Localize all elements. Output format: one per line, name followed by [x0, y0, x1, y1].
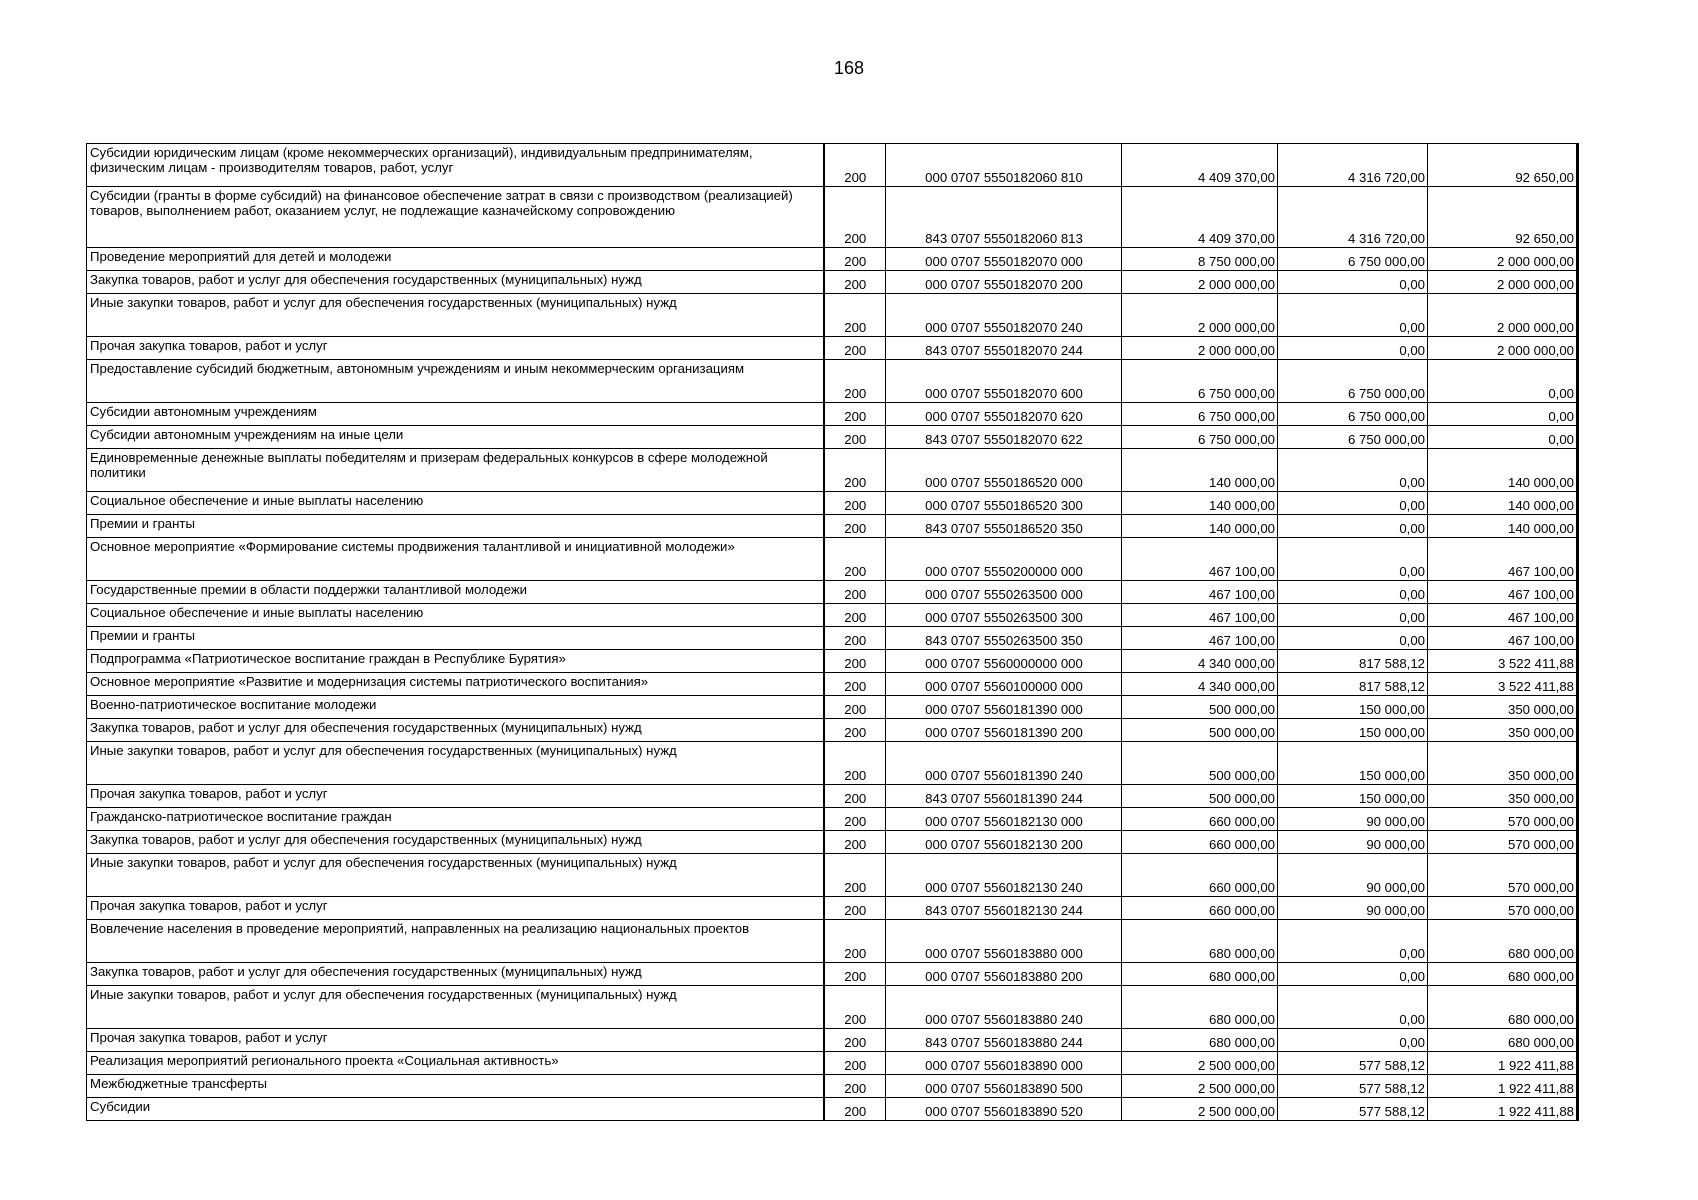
- row-kbk: 000 0707 5550182070 240: [886, 294, 1122, 337]
- row-executed: 0,00: [1278, 627, 1428, 650]
- row-name: Субсидии юридическим лицам (кроме некоммерческих организаций), индивидуальным предпринимателям, физическим лицам - производителям товаров, работ, услуг: [87, 144, 824, 187]
- row-executed: 0,00: [1278, 271, 1428, 294]
- table-row: [87, 426, 1578, 449]
- row-remaining: 467 100,00: [1428, 581, 1578, 604]
- row-kbk: 000 0707 5550182060 810: [886, 144, 1122, 187]
- row-name: Гражданско-патриотическое воспитание граждан: [87, 808, 824, 831]
- row-executed: 577 588,12: [1278, 1098, 1428, 1121]
- row-approved: 500 000,00: [1122, 785, 1278, 808]
- row-executed: 150 000,00: [1278, 719, 1428, 742]
- row-remaining: 92 650,00: [1428, 187, 1578, 248]
- row-code: 200: [824, 248, 886, 271]
- row-code: 200: [824, 742, 886, 785]
- row-name: Премии и гранты: [87, 627, 824, 650]
- row-code: 200: [824, 808, 886, 831]
- table-row: [87, 1098, 1578, 1121]
- row-name: Субсидии автономным учреждениям на иные цели: [87, 426, 824, 449]
- table-row: [87, 831, 1578, 854]
- row-executed: 6 750 000,00: [1278, 360, 1428, 403]
- row-code: 200: [824, 360, 886, 403]
- row-executed: 0,00: [1278, 294, 1428, 337]
- row-kbk: 000 0707 5550200000 000: [886, 538, 1122, 581]
- row-code: 200: [824, 854, 886, 897]
- row-remaining: 3 522 411,88: [1428, 650, 1578, 673]
- row-kbk: 000 0707 5560181390 200: [886, 719, 1122, 742]
- row-approved: 2 000 000,00: [1122, 337, 1278, 360]
- table-row: [87, 963, 1578, 986]
- row-kbk: 843 0707 5550263500 350: [886, 627, 1122, 650]
- row-executed: 4 316 720,00: [1278, 187, 1428, 248]
- row-remaining: 2 000 000,00: [1428, 294, 1578, 337]
- row-approved: 660 000,00: [1122, 831, 1278, 854]
- row-approved: 4 409 370,00: [1122, 187, 1278, 248]
- row-remaining: 350 000,00: [1428, 742, 1578, 785]
- row-executed: 0,00: [1278, 337, 1428, 360]
- row-approved: 2 000 000,00: [1122, 271, 1278, 294]
- row-approved: 680 000,00: [1122, 963, 1278, 986]
- row-name: Иные закупки товаров, работ и услуг для обеспечения государственных (муниципальных) нужд: [87, 986, 824, 1029]
- row-kbk: 000 0707 5560183880 240: [886, 986, 1122, 1029]
- row-name: Премии и гранты: [87, 515, 824, 538]
- row-remaining: 0,00: [1428, 403, 1578, 426]
- budget-table: [86, 143, 1579, 1121]
- row-approved: 680 000,00: [1122, 986, 1278, 1029]
- row-name: Прочая закупка товаров, работ и услуг: [87, 785, 824, 808]
- table-row: [87, 986, 1578, 1029]
- row-executed: 817 588,12: [1278, 650, 1428, 673]
- row-name: Закупка товаров, работ и услуг для обеспечения государственных (муниципальных) нужд: [87, 719, 824, 742]
- table-row: [87, 604, 1578, 627]
- row-approved: 680 000,00: [1122, 1029, 1278, 1052]
- row-kbk: 000 0707 5550182070 200: [886, 271, 1122, 294]
- row-name: Закупка товаров, работ и услуг для обеспечения государственных (муниципальных) нужд: [87, 963, 824, 986]
- row-code: 200: [824, 986, 886, 1029]
- row-code: 200: [824, 538, 886, 581]
- row-kbk: 000 0707 5550182070 600: [886, 360, 1122, 403]
- row-code: 200: [824, 719, 886, 742]
- row-name: Предоставление субсидий бюджетным, автономным учреждениям и иным некоммерческим организациям: [87, 360, 824, 403]
- table-row: [87, 581, 1578, 604]
- row-kbk: 000 0707 5560100000 000: [886, 673, 1122, 696]
- row-name: Прочая закупка товаров, работ и услуг: [87, 337, 824, 360]
- row-remaining: 570 000,00: [1428, 854, 1578, 897]
- table-row: [87, 187, 1578, 248]
- row-executed: 90 000,00: [1278, 831, 1428, 854]
- row-code: 200: [824, 1098, 886, 1121]
- row-remaining: 2 000 000,00: [1428, 248, 1578, 271]
- row-approved: 6 750 000,00: [1122, 403, 1278, 426]
- row-code: 200: [824, 337, 886, 360]
- row-remaining: 570 000,00: [1428, 897, 1578, 920]
- row-kbk: 843 0707 5560183880 244: [886, 1029, 1122, 1052]
- row-code: 200: [824, 581, 886, 604]
- row-remaining: 680 000,00: [1428, 1029, 1578, 1052]
- row-approved: 4 340 000,00: [1122, 673, 1278, 696]
- row-remaining: 350 000,00: [1428, 785, 1578, 808]
- row-executed: 0,00: [1278, 986, 1428, 1029]
- row-name: Военно-патриотическое воспитание молодежи: [87, 696, 824, 719]
- row-executed: 817 588,12: [1278, 673, 1428, 696]
- table-row: [87, 742, 1578, 785]
- row-executed: 6 750 000,00: [1278, 403, 1428, 426]
- row-remaining: 140 000,00: [1428, 492, 1578, 515]
- row-name: Субсидии автономным учреждениям: [87, 403, 824, 426]
- table-row: [87, 785, 1578, 808]
- row-remaining: 680 000,00: [1428, 963, 1578, 986]
- row-kbk: 000 0707 5560181390 000: [886, 696, 1122, 719]
- row-code: 200: [824, 426, 886, 449]
- row-approved: 467 100,00: [1122, 581, 1278, 604]
- row-approved: 500 000,00: [1122, 719, 1278, 742]
- row-approved: 2 500 000,00: [1122, 1075, 1278, 1098]
- row-approved: 660 000,00: [1122, 808, 1278, 831]
- row-approved: 6 750 000,00: [1122, 426, 1278, 449]
- row-code: 200: [824, 785, 886, 808]
- row-name: Подпрограмма «Патриотическое воспитание граждан в Республике Бурятия»: [87, 650, 824, 673]
- row-approved: 680 000,00: [1122, 920, 1278, 963]
- row-remaining: 350 000,00: [1428, 719, 1578, 742]
- table-row: [87, 696, 1578, 719]
- row-approved: 140 000,00: [1122, 515, 1278, 538]
- row-remaining: 570 000,00: [1428, 831, 1578, 854]
- row-name: Закупка товаров, работ и услуг для обеспечения государственных (муниципальных) нужд: [87, 831, 824, 854]
- row-remaining: 2 000 000,00: [1428, 271, 1578, 294]
- table-row: [87, 144, 1578, 187]
- row-code: 200: [824, 831, 886, 854]
- row-name: Иные закупки товаров, работ и услуг для обеспечения государственных (муниципальных) нужд: [87, 854, 824, 897]
- row-remaining: 1 922 411,88: [1428, 1075, 1578, 1098]
- row-code: 200: [824, 294, 886, 337]
- row-name: Прочая закупка товаров, работ и услуг: [87, 1029, 824, 1052]
- row-approved: 2 000 000,00: [1122, 294, 1278, 337]
- row-executed: 90 000,00: [1278, 897, 1428, 920]
- row-kbk: 000 0707 5550263500 000: [886, 581, 1122, 604]
- table-row: [87, 673, 1578, 696]
- row-code: 200: [824, 920, 886, 963]
- table-row: [87, 1029, 1578, 1052]
- row-code: 200: [824, 403, 886, 426]
- table-row: [87, 538, 1578, 581]
- row-kbk: 843 0707 5550182060 813: [886, 187, 1122, 248]
- page-number: 168: [833, 58, 865, 78]
- row-kbk: 000 0707 5560182130 240: [886, 854, 1122, 897]
- row-executed: 150 000,00: [1278, 696, 1428, 719]
- row-kbk: 000 0707 5560183880 000: [886, 920, 1122, 963]
- row-kbk: 000 0707 5560183890 520: [886, 1098, 1122, 1121]
- row-remaining: 570 000,00: [1428, 808, 1578, 831]
- row-remaining: 1 922 411,88: [1428, 1098, 1578, 1121]
- row-name: Социальное обеспечение и иные выплаты населению: [87, 492, 824, 515]
- row-remaining: 1 922 411,88: [1428, 1052, 1578, 1075]
- table-row: [87, 449, 1578, 492]
- row-executed: 90 000,00: [1278, 808, 1428, 831]
- row-name: Основное мероприятие «Формирование системы продвижения талантливой и инициативной молодежи»: [87, 538, 824, 581]
- row-code: 200: [824, 897, 886, 920]
- row-remaining: 467 100,00: [1428, 538, 1578, 581]
- row-kbk: 000 0707 5560182130 200: [886, 831, 1122, 854]
- row-kbk: 000 0707 5560181390 240: [886, 742, 1122, 785]
- row-kbk: 843 0707 5550186520 350: [886, 515, 1122, 538]
- row-approved: 4 340 000,00: [1122, 650, 1278, 673]
- table-row: [87, 650, 1578, 673]
- table-row: [87, 808, 1578, 831]
- table-row: [87, 271, 1578, 294]
- row-approved: 500 000,00: [1122, 742, 1278, 785]
- table-body: [87, 144, 1578, 1121]
- row-approved: 140 000,00: [1122, 449, 1278, 492]
- row-name: Иные закупки товаров, работ и услуг для обеспечения государственных (муниципальных) нужд: [87, 742, 824, 785]
- row-name: Межбюджетные трансферты: [87, 1075, 824, 1098]
- row-approved: 500 000,00: [1122, 696, 1278, 719]
- row-kbk: 000 0707 5560000000 000: [886, 650, 1122, 673]
- row-remaining: 680 000,00: [1428, 920, 1578, 963]
- row-code: 200: [824, 492, 886, 515]
- row-approved: 8 750 000,00: [1122, 248, 1278, 271]
- row-name: Реализация мероприятий регионального проекта «Социальная активность»: [87, 1052, 824, 1075]
- row-executed: 0,00: [1278, 1029, 1428, 1052]
- table-row: [87, 920, 1578, 963]
- row-executed: 577 588,12: [1278, 1075, 1428, 1098]
- row-code: 200: [824, 1029, 886, 1052]
- row-remaining: 92 650,00: [1428, 144, 1578, 187]
- row-kbk: 000 0707 5560183880 200: [886, 963, 1122, 986]
- table-row: [87, 719, 1578, 742]
- table-row: [87, 492, 1578, 515]
- row-executed: 4 316 720,00: [1278, 144, 1428, 187]
- row-remaining: 680 000,00: [1428, 986, 1578, 1029]
- row-name: Основное мероприятие «Развитие и модернизация системы патриотического воспитания»: [87, 673, 824, 696]
- row-remaining: 350 000,00: [1428, 696, 1578, 719]
- row-code: 200: [824, 449, 886, 492]
- row-kbk: 000 0707 5560183890 000: [886, 1052, 1122, 1075]
- row-remaining: 3 522 411,88: [1428, 673, 1578, 696]
- table-row: [87, 1052, 1578, 1075]
- row-name: Вовлечение населения в проведение мероприятий, направленных на реализацию национальных проектов: [87, 920, 824, 963]
- row-kbk: 843 0707 5550182070 244: [886, 337, 1122, 360]
- row-name: Субсидии: [87, 1098, 824, 1121]
- row-name: Единовременные денежные выплаты победителям и призерам федеральных конкурсов в сфере молодежной политики: [87, 449, 824, 492]
- row-code: 200: [824, 271, 886, 294]
- row-executed: 0,00: [1278, 492, 1428, 515]
- row-remaining: 140 000,00: [1428, 515, 1578, 538]
- row-approved: 6 750 000,00: [1122, 360, 1278, 403]
- row-name: Прочая закупка товаров, работ и услуг: [87, 897, 824, 920]
- row-code: 200: [824, 627, 886, 650]
- row-remaining: 0,00: [1428, 426, 1578, 449]
- row-kbk: 000 0707 5550263500 300: [886, 604, 1122, 627]
- table-row: [87, 294, 1578, 337]
- row-code: 200: [824, 515, 886, 538]
- row-executed: 577 588,12: [1278, 1052, 1428, 1075]
- row-name: Иные закупки товаров, работ и услуг для обеспечения государственных (муниципальных) нужд: [87, 294, 824, 337]
- row-name: Проведение мероприятий для детей и молодежи: [87, 248, 824, 271]
- row-approved: 467 100,00: [1122, 538, 1278, 581]
- row-approved: 660 000,00: [1122, 897, 1278, 920]
- row-remaining: 467 100,00: [1428, 627, 1578, 650]
- row-code: 200: [824, 187, 886, 248]
- row-approved: 2 500 000,00: [1122, 1052, 1278, 1075]
- row-approved: 467 100,00: [1122, 627, 1278, 650]
- row-executed: 0,00: [1278, 963, 1428, 986]
- row-kbk: 000 0707 5550182070 000: [886, 248, 1122, 271]
- table-row: [87, 515, 1578, 538]
- table-row: [87, 337, 1578, 360]
- row-kbk: 000 0707 5550186520 000: [886, 449, 1122, 492]
- row-kbk: 000 0707 5560182130 000: [886, 808, 1122, 831]
- row-code: 200: [824, 696, 886, 719]
- row-executed: 0,00: [1278, 920, 1428, 963]
- table-row: [87, 1075, 1578, 1098]
- row-name: Закупка товаров, работ и услуг для обеспечения государственных (муниципальных) нужд: [87, 271, 824, 294]
- row-remaining: 467 100,00: [1428, 604, 1578, 627]
- row-executed: 90 000,00: [1278, 854, 1428, 897]
- row-remaining: 140 000,00: [1428, 449, 1578, 492]
- row-approved: 467 100,00: [1122, 604, 1278, 627]
- row-code: 200: [824, 144, 886, 187]
- row-executed: 0,00: [1278, 538, 1428, 581]
- row-executed: 0,00: [1278, 449, 1428, 492]
- row-approved: 4 409 370,00: [1122, 144, 1278, 187]
- table-row: [87, 248, 1578, 271]
- row-kbk: 000 0707 5550186520 300: [886, 492, 1122, 515]
- row-code: 200: [824, 1075, 886, 1098]
- row-executed: 0,00: [1278, 581, 1428, 604]
- row-code: 200: [824, 604, 886, 627]
- row-kbk: 843 0707 5560182130 244: [886, 897, 1122, 920]
- row-code: 200: [824, 673, 886, 696]
- row-remaining: 0,00: [1428, 360, 1578, 403]
- row-kbk: 000 0707 5550182070 620: [886, 403, 1122, 426]
- row-name: Социальное обеспечение и иные выплаты населению: [87, 604, 824, 627]
- row-name: Субсидии (гранты в форме субсидий) на финансовое обеспечение затрат в связи с производством (реализацией) товаров, выполнением работ, оказанием услуг, не подлежащие казначейскому сопровождению: [87, 187, 824, 248]
- table-row: [87, 627, 1578, 650]
- row-executed: 6 750 000,00: [1278, 426, 1428, 449]
- row-code: 200: [824, 650, 886, 673]
- row-code: 200: [824, 1052, 886, 1075]
- row-kbk: 843 0707 5550182070 622: [886, 426, 1122, 449]
- row-approved: 660 000,00: [1122, 854, 1278, 897]
- row-name: Государственные премии в области поддержки талантливой молодежи: [87, 581, 824, 604]
- row-kbk: 000 0707 5560183890 500: [886, 1075, 1122, 1098]
- row-executed: 6 750 000,00: [1278, 248, 1428, 271]
- table-row: [87, 854, 1578, 897]
- table-row: [87, 403, 1578, 426]
- row-executed: 150 000,00: [1278, 742, 1428, 785]
- row-kbk: 843 0707 5560181390 244: [886, 785, 1122, 808]
- row-remaining: 2 000 000,00: [1428, 337, 1578, 360]
- row-approved: 140 000,00: [1122, 492, 1278, 515]
- row-code: 200: [824, 963, 886, 986]
- table-row: [87, 360, 1578, 403]
- row-executed: 0,00: [1278, 604, 1428, 627]
- row-executed: 150 000,00: [1278, 785, 1428, 808]
- row-approved: 2 500 000,00: [1122, 1098, 1278, 1121]
- table-row: [87, 897, 1578, 920]
- row-executed: 0,00: [1278, 515, 1428, 538]
